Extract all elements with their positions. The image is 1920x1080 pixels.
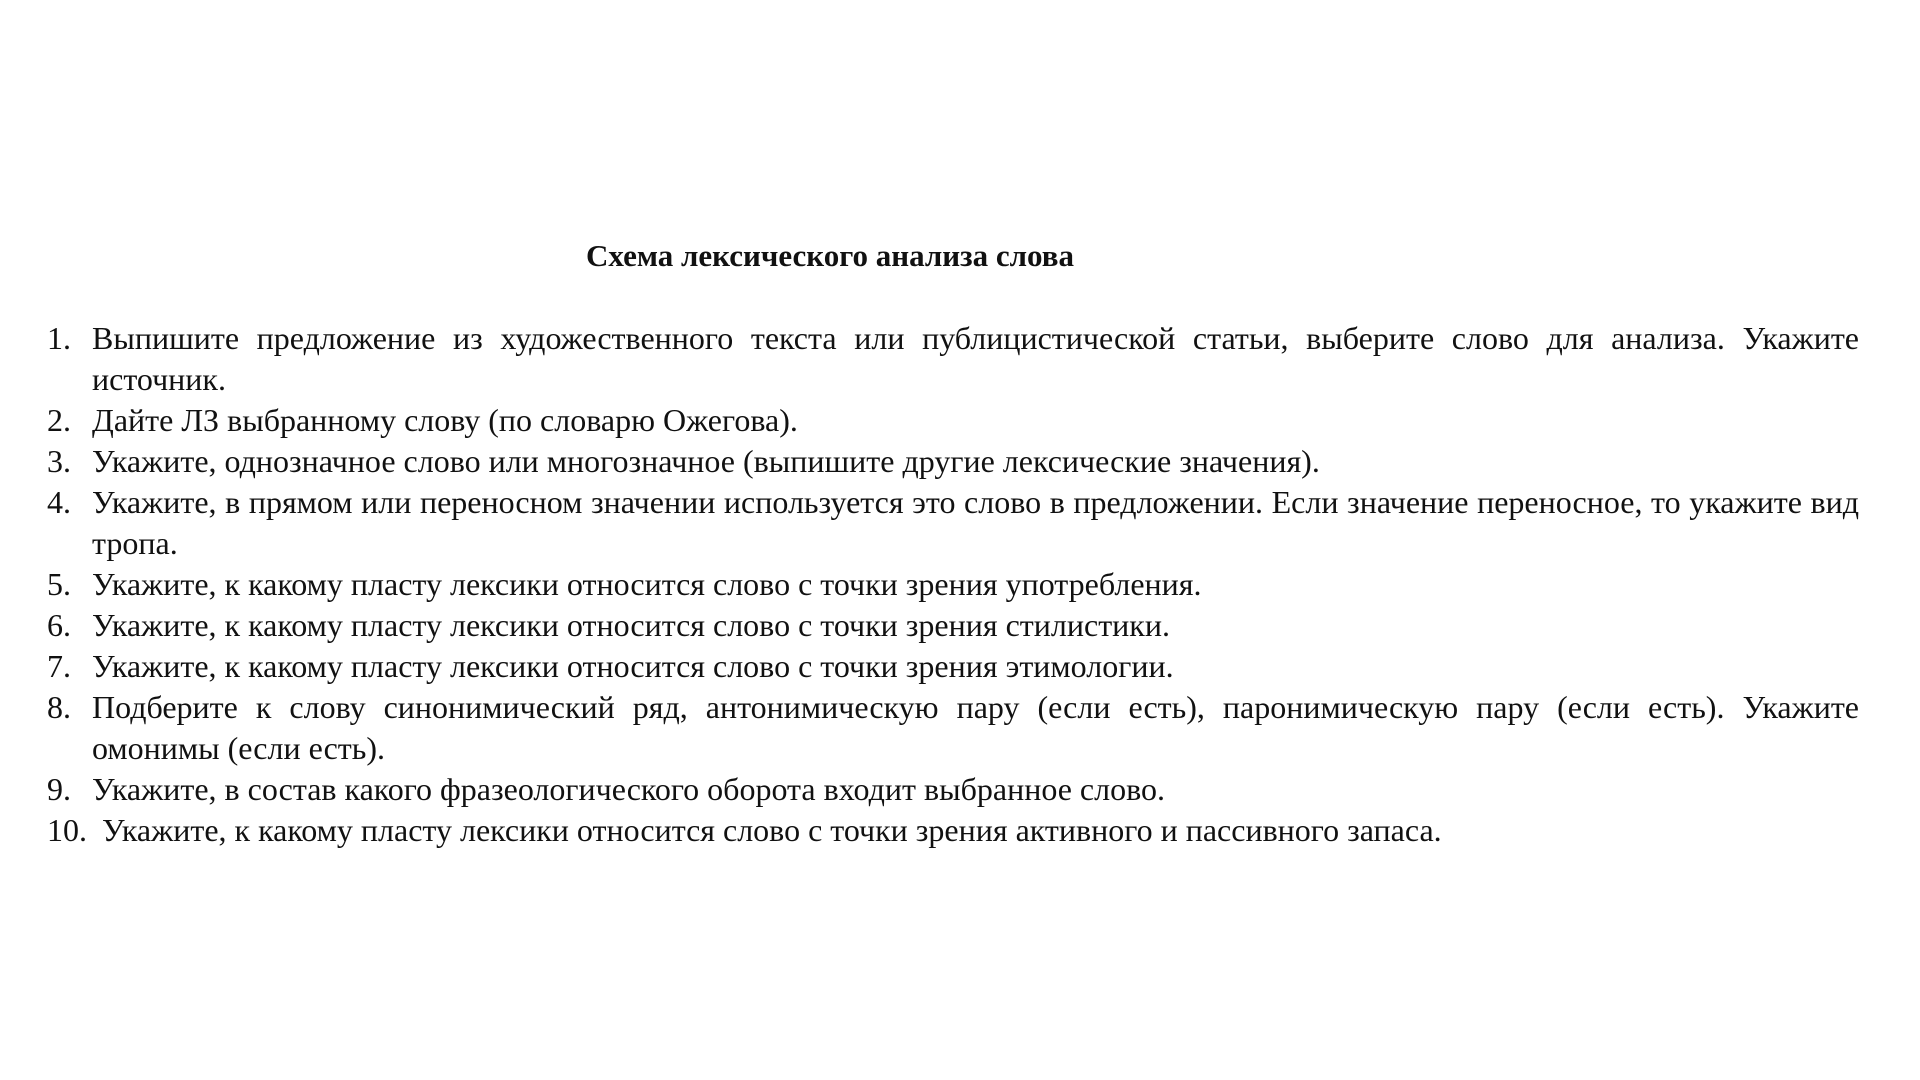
list-item — [47, 687, 1859, 769]
document-title: Схема лексического анализа слова — [586, 238, 1074, 273]
list-item-number: 7. — [47, 648, 71, 684]
analysis-steps-list — [47, 318, 1859, 851]
list-item-number: 9. — [47, 771, 71, 807]
list-item-text: Укажите, к какому пласту лексики относится слово с точки зрения употребления. — [92, 566, 1202, 602]
list-item — [47, 400, 1859, 441]
list-item-number: 1. — [47, 320, 71, 356]
list-item-number: 5. — [47, 566, 71, 602]
list-item — [47, 605, 1859, 646]
list-item-text: Укажите, к какому пласту лексики относится слово с точки зрения активного и пассивного запаса. — [102, 812, 1442, 848]
list-item-text: Укажите, к какому пласту лексики относится слово с точки зрения стилистики. — [92, 607, 1170, 643]
list-item — [47, 646, 1859, 687]
list-item — [47, 810, 1859, 851]
list-item-text: Укажите, однозначное слово или многозначное (выпишите другие лексические значения). — [92, 443, 1320, 479]
list-item — [47, 318, 1859, 400]
list-item-text: Выпишите предложение из художественного текста или публицистической статьи, выберите слово для анализа. Укажите источник. — [92, 320, 1859, 397]
list-item — [47, 482, 1859, 564]
list-item-text: Подберите к слову синонимический ряд, антонимическую пару (если есть), паронимическую пару (если есть). Укажите омонимы (если есть). — [92, 689, 1859, 766]
list-item — [47, 564, 1859, 605]
list-item-number: 4. — [47, 484, 71, 520]
list-item-text: Укажите, к какому пласту лексики относится слово с точки зрения этимологии. — [92, 648, 1174, 684]
list-item-text: Дайте ЛЗ выбранному слову (по словарю Ожегова). — [92, 402, 798, 438]
list-item-number: 2. — [47, 402, 71, 438]
list-item-number: 8. — [47, 689, 71, 725]
list-item-number: 6. — [47, 607, 71, 643]
list-item — [47, 441, 1859, 482]
list-item-number: 10. — [47, 812, 87, 848]
list-item-number: 3. — [47, 443, 71, 479]
list-item-text: Укажите, в прямом или переносном значении используется это слово в предложении. Если значение переносное, то укажите вид тропа. — [92, 484, 1859, 561]
list-item — [47, 769, 1859, 810]
list-item-text: Укажите, в состав какого фразеологического оборота входит выбранное слово. — [92, 771, 1165, 807]
